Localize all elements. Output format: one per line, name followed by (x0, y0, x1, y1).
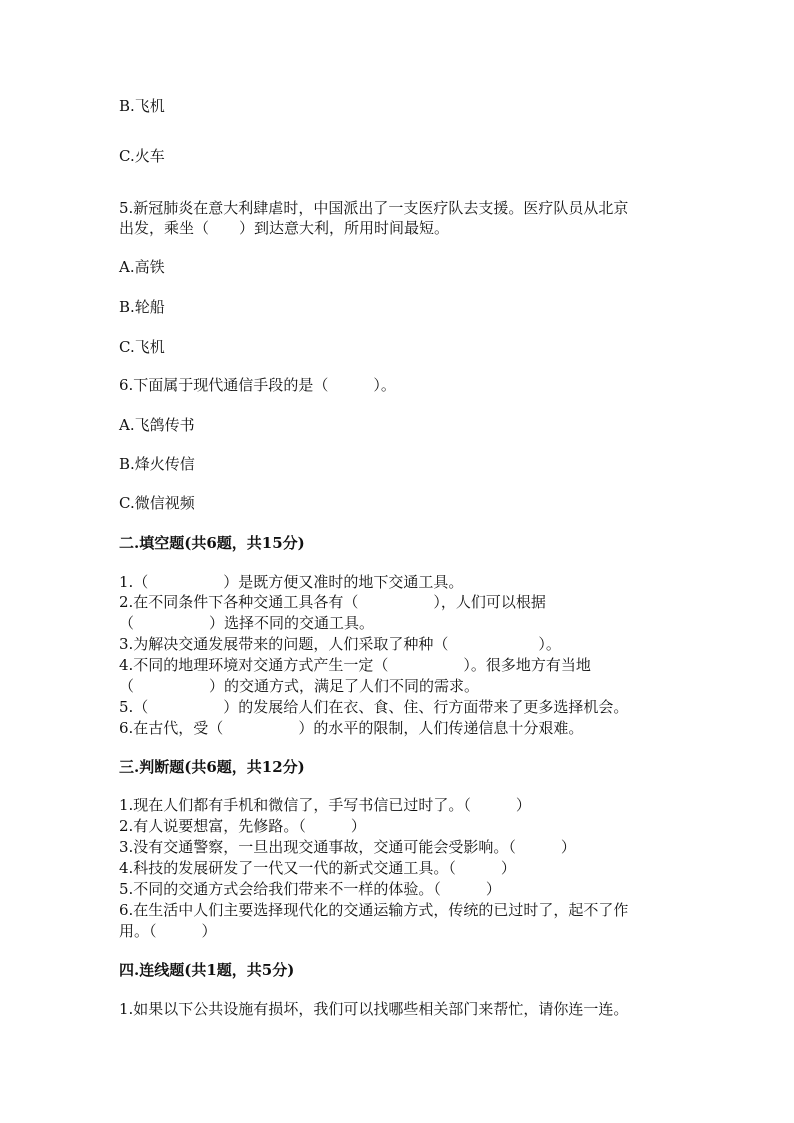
section2-line: （ ）选择不同的交通工具。 (119, 614, 375, 632)
section3-line: 4.科技的发展研发了一代又一代的新式交通工具。（ ） (119, 859, 516, 877)
section2-line: 5.（ ）的发展给人们在衣、食、住、行方面带来了更多选择机会。 (119, 698, 629, 716)
section2-line: 2.在不同条件下各种交通工具各有（ ），人们可以根据 (119, 593, 546, 611)
section4-title: 四.连线题(共1题，共5分) (119, 961, 295, 979)
section2-line: （ ）的交通方式，满足了人们不同的需求。 (119, 677, 480, 695)
q4-option-b: B.飞机 (119, 97, 165, 115)
section3-title: 三.判断题(共6题，共12分) (119, 758, 305, 776)
q4-option-c: C.火车 (119, 147, 165, 165)
section3-line: 2.有人说要想富，先修路。（ ） (119, 817, 366, 835)
section3-line: 3.没有交通警察，一旦出现交通事故，交通可能会受影响。（ ） (119, 838, 576, 856)
section2-line: 6.在古代，受（ ）的水平的限制，人们传递信息十分艰难。 (119, 719, 584, 737)
q5-option-b: B.轮船 (119, 298, 165, 316)
section2-line: 1.（ ）是既方便又准时的地下交通工具。 (119, 573, 464, 591)
q6-option-a: A.飞鸽传书 (119, 416, 195, 434)
section3-line: 1.现在人们都有手机和微信了，手写书信已过时了。（ ） (119, 796, 531, 814)
q5-option-a: A.高铁 (119, 258, 165, 276)
q5-stem-line1: 5.新冠肺炎在意大利肆虐时，中国派出了一支医疗队去支援。医疗队员从北京 (119, 199, 629, 217)
section4-line: 1.如果以下公共设施有损坏，我们可以找哪些相关部门来帮忙，请你连一连。 (119, 1000, 629, 1018)
section3-line: 5.不同的交通方式会给我们带来不一样的体验。（ ） (119, 880, 501, 898)
q6-option-c: C.微信视频 (119, 494, 195, 512)
q6-stem: 6.下面属于现代通信手段的是（ ）。 (119, 376, 396, 394)
section3-line: 用。（ ） (119, 922, 217, 940)
q5-stem-line2: 出发，乘坐（ ）到达意大利，所用时间最短。 (119, 219, 450, 237)
section2-line: 4.不同的地理环境对交通方式产生一定（ ）。很多地方有当地 (119, 656, 591, 674)
section3-line: 6.在生活中人们主要选择现代化的交通运输方式，传统的已过时了，起不了作 (119, 901, 629, 919)
q5-option-c: C.飞机 (119, 338, 165, 356)
section2-title: 二.填空题(共6题，共15分) (119, 534, 305, 552)
section2-line: 3.为解决交通发展带来的问题，人们采取了种种（ ）。 (119, 635, 561, 653)
q6-option-b: B.烽火传信 (119, 455, 195, 473)
